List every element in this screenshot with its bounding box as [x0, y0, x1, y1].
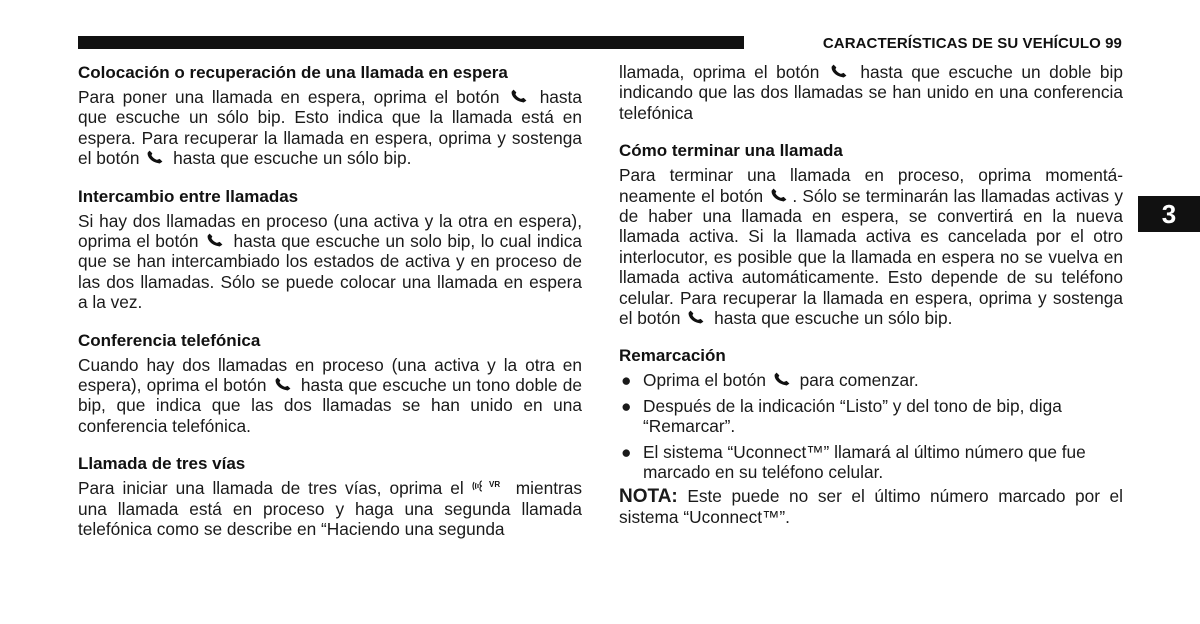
phone-handset-icon: [273, 377, 295, 393]
svg-text:VR: VR: [488, 480, 500, 490]
left-column: [78, 62, 582, 557]
phone-handset-icon: [509, 89, 531, 105]
phone-handset-icon: [686, 310, 708, 326]
section-heading: Llamada de tres vías: [78, 454, 246, 474]
list-item: ● Después de la indicación “Listo” y del tono de bip, diga “Remarcar”.: [621, 395, 1062, 437]
section-body: Para iniciar una llamada de tres vías, oprima el VR mientras una llamada está en proceso y haga una segunda llamada telefónica como se describe en “Haciendo una segunda: [78, 478, 582, 540]
section-body: Para terminar una llamada en proceso, oprima momentá-neamente el botón . Sólo se terminarán las llamadas activas y de haber una llamada en espera, se convertirá en la nueva llamada activa. Si la llamada activa es cancelada por el otro interlocutor, es posible que la llamada en espera no se vuelva en llamada activa automáticamente. Esto depende de su teléfono celular. Para recuperar la llamada en espera, oprima y sostenga el botón hasta que escuche un sólo bip.: [619, 165, 1123, 329]
note-label: NOTA:: [619, 485, 678, 507]
chapter-tab: 3: [1138, 196, 1200, 232]
phone-handset-icon: [205, 233, 227, 249]
section-body: llamada, oprima el botón hasta que escuche un doble bip indicando que las dos llamadas se han unido en una conferencia telefónica: [619, 62, 1123, 123]
phone-handset-icon: [145, 150, 167, 166]
running-header: CARACTERÍSTICAS DE SU VEHÍCULO 99: [822, 35, 1122, 52]
header-rule: [78, 36, 744, 49]
bullet-icon: ●: [621, 370, 632, 391]
phone-handset-icon: [829, 64, 851, 80]
section-body: Cuando hay dos llamadas en proceso (una activa y la otra en espera), oprima el botón hasta que escuche un tono doble de bip, que indica que las dos llamadas se han unido en una conferencia telefónica.: [78, 354, 582, 436]
section-heading: Remarcación: [619, 346, 726, 366]
section-heading: Cómo terminar una llamada: [619, 141, 843, 161]
voice-recognition-icon: [472, 478, 508, 494]
section-body: Para poner una llamada en espera, oprima el botón hasta que escuche un sólo bip. Esto indica que la llamada está en espera. Para recuperar la llamada en espera, oprima y sostenga el botón hasta que escuche un sólo bip.: [78, 87, 582, 169]
note-text: Este puede no ser el último número marcado por el sistema “Uconnect™”.: [619, 485, 1123, 527]
list-item: ● El sistema “Uconnect™” llamará al último número que fue marcado en su teléfono celular.: [621, 441, 1086, 483]
note: [619, 486, 1123, 528]
phone-handset-icon: [769, 188, 791, 204]
section-heading: Colocación o recuperación de una llamada en espera: [78, 63, 508, 82]
bullet-icon: ●: [621, 441, 632, 462]
bullet-list: [619, 370, 1123, 482]
section-heading: Intercambio entre llamadas: [78, 186, 299, 206]
right-column: [619, 62, 1123, 544]
section-body: Si hay dos llamadas en proceso (una activa y la otra en espera), oprima el botón hasta que escuche un solo bip, lo cual indica que se han intercambiado los estados de activa y en proceso de las dos llamadas. Sólo se puede colocar una llamada en espera a la vez.: [78, 210, 582, 313]
phone-handset-icon: [772, 372, 794, 388]
list-item: ● Oprima el botón para comenzar.: [621, 370, 919, 391]
section-heading: Conferencia telefónica: [78, 330, 261, 350]
bullet-icon: ●: [621, 395, 632, 416]
